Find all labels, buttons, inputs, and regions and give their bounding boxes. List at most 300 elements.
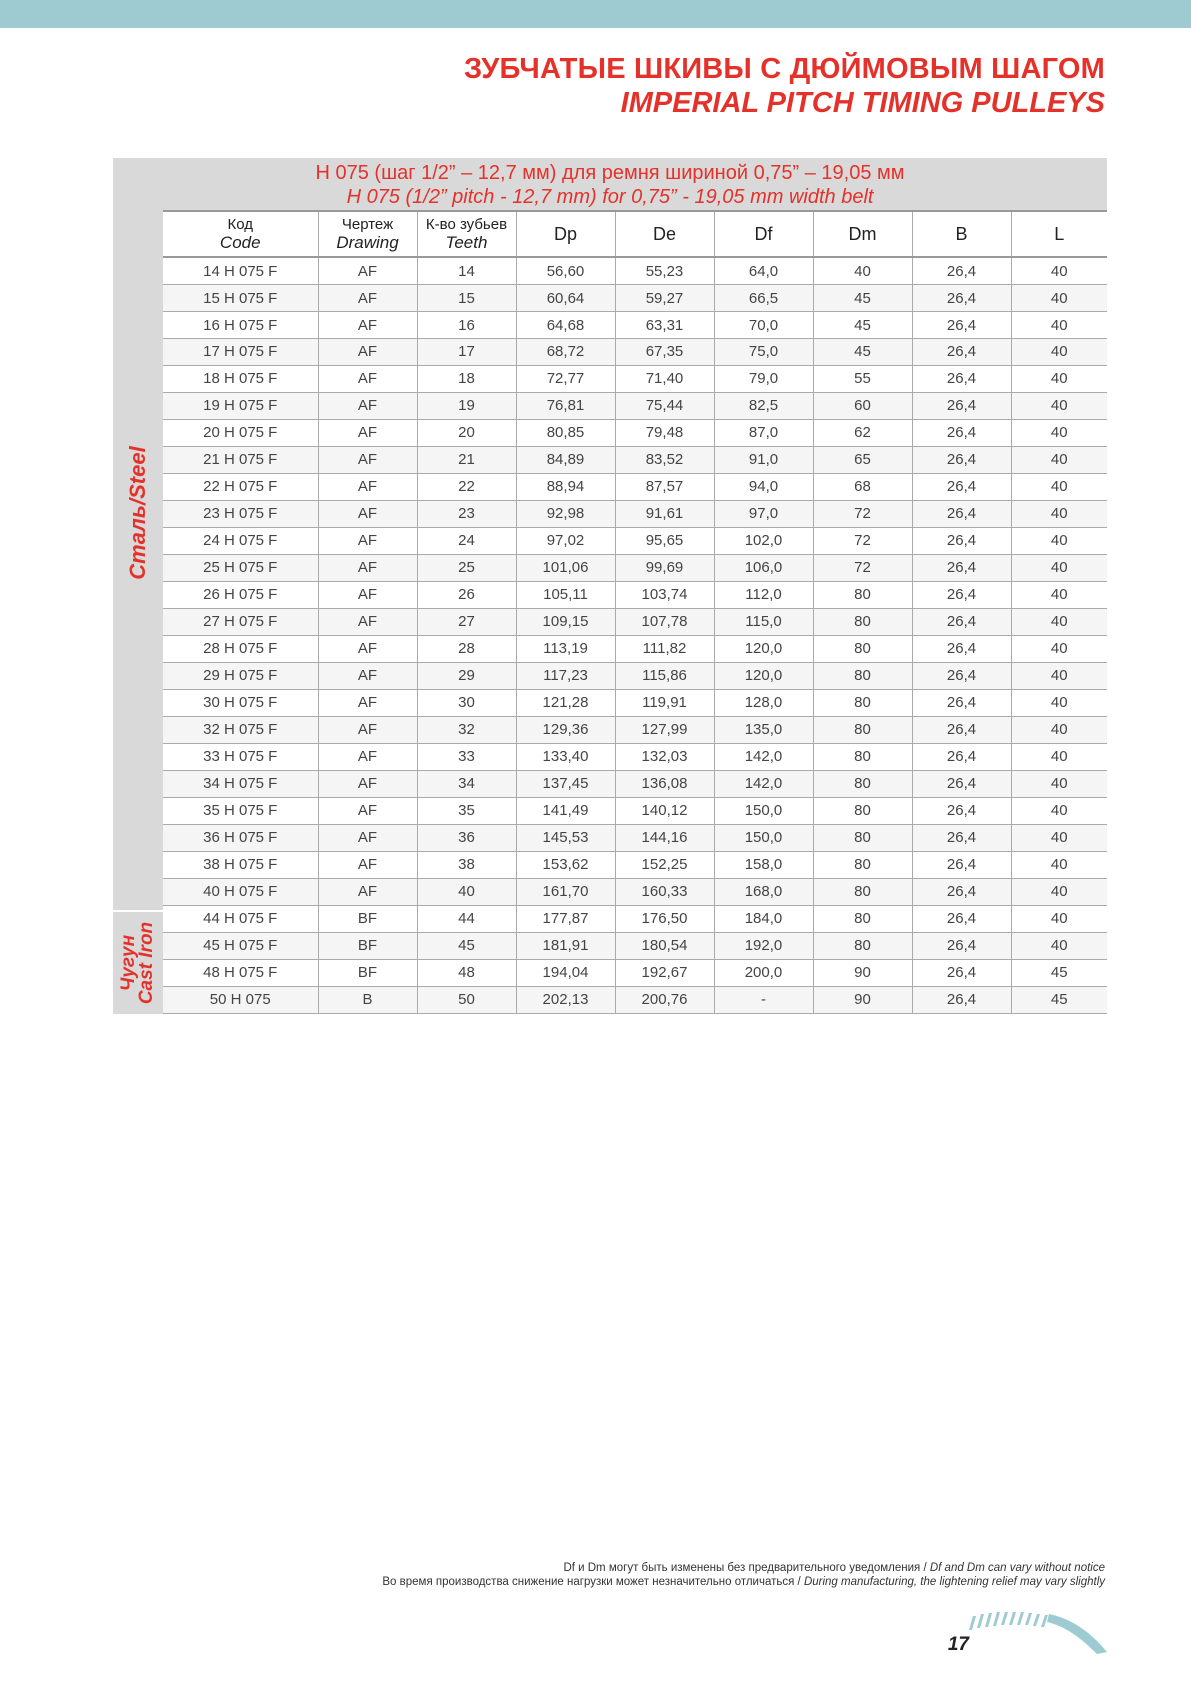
table-cell: 50 H 075 xyxy=(163,986,318,1013)
table-cell: 17 H 075 F xyxy=(163,339,318,366)
table-cell: 137,45 xyxy=(516,770,615,797)
table-row xyxy=(163,905,1107,932)
table-cell: 80 xyxy=(813,878,912,905)
table-cell: AF xyxy=(318,285,417,312)
table-cell: 27 xyxy=(417,608,516,635)
table-cell: AF xyxy=(318,339,417,366)
table-cell: AF xyxy=(318,878,417,905)
table-cell: 160,33 xyxy=(615,878,714,905)
table-cell: 117,23 xyxy=(516,662,615,689)
table-cell: 19 xyxy=(417,392,516,419)
table-cell: 38 H 075 F xyxy=(163,851,318,878)
table-cell: 184,0 xyxy=(714,905,813,932)
table-cell: 32 xyxy=(417,716,516,743)
table-cell: 79,0 xyxy=(714,365,813,392)
top-color-band xyxy=(0,0,1191,28)
table-cell: 45 xyxy=(813,312,912,339)
table-cell: 80 xyxy=(813,797,912,824)
table-cell: 80 xyxy=(813,743,912,770)
table-cell: 55 xyxy=(813,365,912,392)
table-cell: 40 xyxy=(1011,527,1107,554)
table-cell: 111,82 xyxy=(615,635,714,662)
table-cell: 127,99 xyxy=(615,716,714,743)
table-cell: 136,08 xyxy=(615,770,714,797)
table-cell: 44 xyxy=(417,905,516,932)
steel-label-cell xyxy=(113,256,163,912)
table-cell: 25 H 075 F xyxy=(163,554,318,581)
table-cell: 16 H 075 F xyxy=(163,312,318,339)
table-cell: 119,91 xyxy=(615,689,714,716)
table-cell: 40 xyxy=(1011,851,1107,878)
table-cell: 120,0 xyxy=(714,662,813,689)
table-cell: 135,0 xyxy=(714,716,813,743)
table-cell: 101,06 xyxy=(516,554,615,581)
table-cell: 40 xyxy=(1011,473,1107,500)
material-side-labels xyxy=(113,210,163,1014)
table-header-row xyxy=(163,211,1107,257)
table-cell: 45 xyxy=(1011,959,1107,986)
table-cell: 26,4 xyxy=(912,257,1011,285)
table-row xyxy=(163,312,1107,339)
table-cell: 59,27 xyxy=(615,285,714,312)
table-cell: 68,72 xyxy=(516,339,615,366)
col-header-b: B xyxy=(912,211,1011,257)
table-cell: AF xyxy=(318,608,417,635)
pulley-spec-table xyxy=(163,210,1107,1014)
table-cell: AF xyxy=(318,527,417,554)
table-cell: 66,5 xyxy=(714,285,813,312)
table-cell: 150,0 xyxy=(714,824,813,851)
table-row xyxy=(163,365,1107,392)
table-cell: 94,0 xyxy=(714,473,813,500)
table-cell: 141,49 xyxy=(516,797,615,824)
table-row xyxy=(163,959,1107,986)
table-cell: 142,0 xyxy=(714,770,813,797)
table-cell: 80 xyxy=(813,824,912,851)
table-cell: 168,0 xyxy=(714,878,813,905)
table-cell: 26,4 xyxy=(912,419,1011,446)
table-cell: 14 H 075 F xyxy=(163,257,318,285)
pulley-table-block xyxy=(113,158,1107,1014)
table-cell: 29 H 075 F xyxy=(163,662,318,689)
table-cell: 112,0 xyxy=(714,581,813,608)
table-cell: 63,31 xyxy=(615,312,714,339)
table-cell: 17 xyxy=(417,339,516,366)
caption-ru: H 075 (шаг 1/2” – 12,7 мм) для ремня шириной 0,75” – 19,05 мм xyxy=(315,162,905,184)
table-cell: 80 xyxy=(813,905,912,932)
table-cell: 40 xyxy=(417,878,516,905)
table-cell: 72 xyxy=(813,554,912,581)
table-cell: 87,0 xyxy=(714,419,813,446)
table-cell: 142,0 xyxy=(714,743,813,770)
table-cell: 19 H 075 F xyxy=(163,392,318,419)
cast-iron-label-en: Cast Iron xyxy=(136,921,157,1005)
table-cell: 129,36 xyxy=(516,716,615,743)
table-cell: 40 xyxy=(1011,608,1107,635)
table-cell: 48 xyxy=(417,959,516,986)
table-cell: 26,4 xyxy=(912,285,1011,312)
table-cell: 26,4 xyxy=(912,500,1011,527)
table-cell: 82,5 xyxy=(714,392,813,419)
table-cell: 88,94 xyxy=(516,473,615,500)
table-row xyxy=(163,500,1107,527)
table-cell: 62 xyxy=(813,419,912,446)
col-header-l: L xyxy=(1011,211,1107,257)
table-cell: 40 xyxy=(1011,716,1107,743)
table-cell: 28 H 075 F xyxy=(163,635,318,662)
table-row xyxy=(163,419,1107,446)
table-cell: AF xyxy=(318,446,417,473)
table-cell: 24 xyxy=(417,527,516,554)
table-row xyxy=(163,635,1107,662)
table-row xyxy=(163,878,1107,905)
table-cell: 158,0 xyxy=(714,851,813,878)
table-cell: 36 H 075 F xyxy=(163,824,318,851)
table-cell: 40 xyxy=(1011,662,1107,689)
table-cell: 105,11 xyxy=(516,581,615,608)
table-cell: 26,4 xyxy=(912,662,1011,689)
table-row xyxy=(163,285,1107,312)
table-cell: 113,19 xyxy=(516,635,615,662)
table-cell: 152,25 xyxy=(615,851,714,878)
table-cell: AF xyxy=(318,365,417,392)
table-cell: 140,12 xyxy=(615,797,714,824)
table-cell: 79,48 xyxy=(615,419,714,446)
table-row xyxy=(163,581,1107,608)
table-cell: 161,70 xyxy=(516,878,615,905)
table-cell: 90 xyxy=(813,986,912,1013)
table-cell: 40 xyxy=(1011,770,1107,797)
title-ru: ЗУБЧАТЫЕ ШКИВЫ С ДЮЙМОВЫМ ШАГОМ xyxy=(463,53,1105,85)
table-cell: 26,4 xyxy=(912,446,1011,473)
table-cell: 36 xyxy=(417,824,516,851)
table-cell: 192,0 xyxy=(714,932,813,959)
table-cell: 40 xyxy=(1011,581,1107,608)
table-cell: 80 xyxy=(813,932,912,959)
col-header-code: Код Code xyxy=(163,211,318,257)
table-row xyxy=(163,743,1107,770)
table-cell: 40 xyxy=(1011,932,1107,959)
table-cell: 80 xyxy=(813,635,912,662)
table-cell: 40 xyxy=(1011,689,1107,716)
table-cell: 29 xyxy=(417,662,516,689)
table-row xyxy=(163,608,1107,635)
col-header-df: Df xyxy=(714,211,813,257)
table-cell: 64,0 xyxy=(714,257,813,285)
table-cell: 115,0 xyxy=(714,608,813,635)
table-cell: 87,57 xyxy=(615,473,714,500)
table-cell: 40 xyxy=(1011,285,1107,312)
table-cell: AF xyxy=(318,797,417,824)
table-cell: 40 xyxy=(1011,419,1107,446)
table-cell: AF xyxy=(318,824,417,851)
table-cell: 192,67 xyxy=(615,959,714,986)
footnote-1: Df и Dm могут быть изменены без предварительного уведомления / Df and Dm can vary without notice xyxy=(563,1562,1105,1574)
table-cell: 109,15 xyxy=(516,608,615,635)
table-cell: 72,77 xyxy=(516,365,615,392)
table-cell: AF xyxy=(318,419,417,446)
table-cell: AF xyxy=(318,743,417,770)
table-cell: 80 xyxy=(813,851,912,878)
table-cell: 20 H 075 F xyxy=(163,419,318,446)
table-cell: 26,4 xyxy=(912,339,1011,366)
table-cell: 23 xyxy=(417,500,516,527)
table-cell: 128,0 xyxy=(714,689,813,716)
table-cell: 45 H 075 F xyxy=(163,932,318,959)
table-row xyxy=(163,824,1107,851)
table-cell: AF xyxy=(318,851,417,878)
table-row xyxy=(163,851,1107,878)
table-cell: 83,52 xyxy=(615,446,714,473)
table-cell: 20 xyxy=(417,419,516,446)
col-header-de: De xyxy=(615,211,714,257)
table-cell: 60 xyxy=(813,392,912,419)
table-cell: 26,4 xyxy=(912,365,1011,392)
table-row xyxy=(163,392,1107,419)
steel-label: Сталь/Steel xyxy=(125,446,150,580)
table-cell: 40 xyxy=(1011,824,1107,851)
table-cell: 102,0 xyxy=(714,527,813,554)
table-caption xyxy=(113,158,1107,210)
table-cell: BF xyxy=(318,905,417,932)
table-cell: AF xyxy=(318,473,417,500)
table-cell: 26,4 xyxy=(912,878,1011,905)
cast-iron-label xyxy=(120,922,156,1004)
table-cell: 28 xyxy=(417,635,516,662)
table-cell: 80,85 xyxy=(516,419,615,446)
table-cell: 30 xyxy=(417,689,516,716)
table-cell: 40 H 075 F xyxy=(163,878,318,905)
table-cell: 21 xyxy=(417,446,516,473)
table-cell: 26,4 xyxy=(912,608,1011,635)
table-cell: 26,4 xyxy=(912,959,1011,986)
table-cell: BF xyxy=(318,932,417,959)
table-cell: 45 xyxy=(813,285,912,312)
table-cell: 26,4 xyxy=(912,689,1011,716)
table-cell: BF xyxy=(318,959,417,986)
page-number: 17 xyxy=(947,1634,969,1655)
table-cell: 40 xyxy=(813,257,912,285)
table-cell: 24 H 075 F xyxy=(163,527,318,554)
table-cell: 32 H 075 F xyxy=(163,716,318,743)
table-cell: 26,4 xyxy=(912,527,1011,554)
table-cell: AF xyxy=(318,689,417,716)
table-cell: 26,4 xyxy=(912,770,1011,797)
table-cell: B xyxy=(318,986,417,1013)
table-cell: 120,0 xyxy=(714,635,813,662)
table-cell: 80 xyxy=(813,581,912,608)
table-cell: 40 xyxy=(1011,905,1107,932)
table-cell: 33 xyxy=(417,743,516,770)
page-title xyxy=(464,52,1105,120)
table-cell: 91,61 xyxy=(615,500,714,527)
table-row xyxy=(163,257,1107,285)
table-cell: 177,87 xyxy=(516,905,615,932)
table-cell: 40 xyxy=(1011,500,1107,527)
table-cell: 180,54 xyxy=(615,932,714,959)
table-cell: 107,78 xyxy=(615,608,714,635)
table-cell: 26,4 xyxy=(912,635,1011,662)
table-cell: 90 xyxy=(813,959,912,986)
table-cell: 194,04 xyxy=(516,959,615,986)
table-row xyxy=(163,797,1107,824)
table-cell: AF xyxy=(318,554,417,581)
table-cell: 97,0 xyxy=(714,500,813,527)
table-cell: 68 xyxy=(813,473,912,500)
table-cell: 40 xyxy=(1011,797,1107,824)
table-row xyxy=(163,689,1107,716)
table-cell: AF xyxy=(318,770,417,797)
table-cell: 60,64 xyxy=(516,285,615,312)
table-cell: 106,0 xyxy=(714,554,813,581)
table-cell: 84,89 xyxy=(516,446,615,473)
table-cell: 40 xyxy=(1011,554,1107,581)
table-cell: 22 xyxy=(417,473,516,500)
table-cell: 45 xyxy=(417,932,516,959)
table-cell: 35 H 075 F xyxy=(163,797,318,824)
table-cell: 26,4 xyxy=(912,797,1011,824)
table-cell: 33 H 075 F xyxy=(163,743,318,770)
table-cell: 26 H 075 F xyxy=(163,581,318,608)
table-cell: 34 xyxy=(417,770,516,797)
table-cell: 97,02 xyxy=(516,527,615,554)
table-cell: 200,0 xyxy=(714,959,813,986)
table-row xyxy=(163,446,1107,473)
table-cell: 80 xyxy=(813,716,912,743)
table-cell: 121,28 xyxy=(516,689,615,716)
table-cell: 70,0 xyxy=(714,312,813,339)
table-cell: 153,62 xyxy=(516,851,615,878)
table-cell: 145,53 xyxy=(516,824,615,851)
table-cell: 26,4 xyxy=(912,312,1011,339)
table-cell: 26,4 xyxy=(912,716,1011,743)
table-cell: 80 xyxy=(813,770,912,797)
table-cell: 44 H 075 F xyxy=(163,905,318,932)
table-row xyxy=(163,716,1107,743)
table-cell: 15 H 075 F xyxy=(163,285,318,312)
table-cell: 26,4 xyxy=(912,743,1011,770)
table-cell: 92,98 xyxy=(516,500,615,527)
col-header-dm: Dm xyxy=(813,211,912,257)
table-cell: 50 xyxy=(417,986,516,1013)
table-cell: 115,86 xyxy=(615,662,714,689)
table-cell: 27 H 075 F xyxy=(163,608,318,635)
table-cell: 26,4 xyxy=(912,473,1011,500)
table-cell: 200,76 xyxy=(615,986,714,1013)
table-cell: 40 xyxy=(1011,365,1107,392)
table-row xyxy=(163,339,1107,366)
table-cell: 144,16 xyxy=(615,824,714,851)
table-cell: 40 xyxy=(1011,878,1107,905)
table-cell: 99,69 xyxy=(615,554,714,581)
table-cell: 80 xyxy=(813,608,912,635)
table-cell: 56,60 xyxy=(516,257,615,285)
table-cell: 16 xyxy=(417,312,516,339)
table-cell: AF xyxy=(318,392,417,419)
table-cell: 40 xyxy=(1011,635,1107,662)
table-cell: AF xyxy=(318,662,417,689)
table-cell: 26,4 xyxy=(912,905,1011,932)
caption-en: H 075 (1/2” pitch - 12,7 mm) for 0,75” - 19,05 mm width belt xyxy=(346,186,874,208)
table-cell: 176,50 xyxy=(615,905,714,932)
table-cell: 26 xyxy=(417,581,516,608)
title-en: IMPERIAL PITCH TIMING PULLEYS xyxy=(620,87,1105,119)
table-cell: AF xyxy=(318,581,417,608)
footnotes xyxy=(382,1561,1105,1589)
table-cell: 45 xyxy=(813,339,912,366)
table-cell: 80 xyxy=(813,689,912,716)
table-cell: 202,13 xyxy=(516,986,615,1013)
table-cell: 26,4 xyxy=(912,581,1011,608)
table-cell: 72 xyxy=(813,500,912,527)
table-cell: 15 xyxy=(417,285,516,312)
col-header-dp: Dp xyxy=(516,211,615,257)
table-cell: 67,35 xyxy=(615,339,714,366)
table-cell: 95,65 xyxy=(615,527,714,554)
table-cell: AF xyxy=(318,500,417,527)
table-cell: 48 H 075 F xyxy=(163,959,318,986)
table-cell: 133,40 xyxy=(516,743,615,770)
table-cell: 72 xyxy=(813,527,912,554)
table-cell: 103,74 xyxy=(615,581,714,608)
table-cell: 26,4 xyxy=(912,986,1011,1013)
cast-iron-label-cell xyxy=(113,912,163,1014)
table-cell: 150,0 xyxy=(714,797,813,824)
table-cell: 132,03 xyxy=(615,743,714,770)
table-cell: 21 H 075 F xyxy=(163,446,318,473)
table-row xyxy=(163,473,1107,500)
table-row xyxy=(163,554,1107,581)
table-cell: 18 xyxy=(417,365,516,392)
table-row xyxy=(163,986,1107,1013)
table-cell: 26,4 xyxy=(912,824,1011,851)
table-cell: 14 xyxy=(417,257,516,285)
table-cell: 65 xyxy=(813,446,912,473)
table-cell: 35 xyxy=(417,797,516,824)
table-cell: 23 H 075 F xyxy=(163,500,318,527)
table-cell: AF xyxy=(318,716,417,743)
table-cell: 181,91 xyxy=(516,932,615,959)
table-cell: 40 xyxy=(1011,392,1107,419)
table-cell: 75,44 xyxy=(615,392,714,419)
table-row xyxy=(163,932,1107,959)
table-row xyxy=(163,527,1107,554)
table-cell: 25 xyxy=(417,554,516,581)
table-cell: 45 xyxy=(1011,986,1107,1013)
table-cell: 38 xyxy=(417,851,516,878)
table-cell: 40 xyxy=(1011,743,1107,770)
table-cell: AF xyxy=(318,312,417,339)
table-cell: 40 xyxy=(1011,257,1107,285)
col-header-drawing: Чертеж Drawing xyxy=(318,211,417,257)
table-cell: 18 H 075 F xyxy=(163,365,318,392)
table-cell: 34 H 075 F xyxy=(163,770,318,797)
table-cell: 40 xyxy=(1011,339,1107,366)
table-row xyxy=(163,770,1107,797)
table-cell: 75,0 xyxy=(714,339,813,366)
table-cell: 55,23 xyxy=(615,257,714,285)
table-cell: 30 H 075 F xyxy=(163,689,318,716)
table-cell: 64,68 xyxy=(516,312,615,339)
table-cell: 22 H 075 F xyxy=(163,473,318,500)
table-cell: AF xyxy=(318,257,417,285)
table-cell: 26,4 xyxy=(912,554,1011,581)
table-cell: AF xyxy=(318,635,417,662)
table-cell: 26,4 xyxy=(912,932,1011,959)
table-cell: 91,0 xyxy=(714,446,813,473)
table-cell: 71,40 xyxy=(615,365,714,392)
table-cell: 26,4 xyxy=(912,392,1011,419)
